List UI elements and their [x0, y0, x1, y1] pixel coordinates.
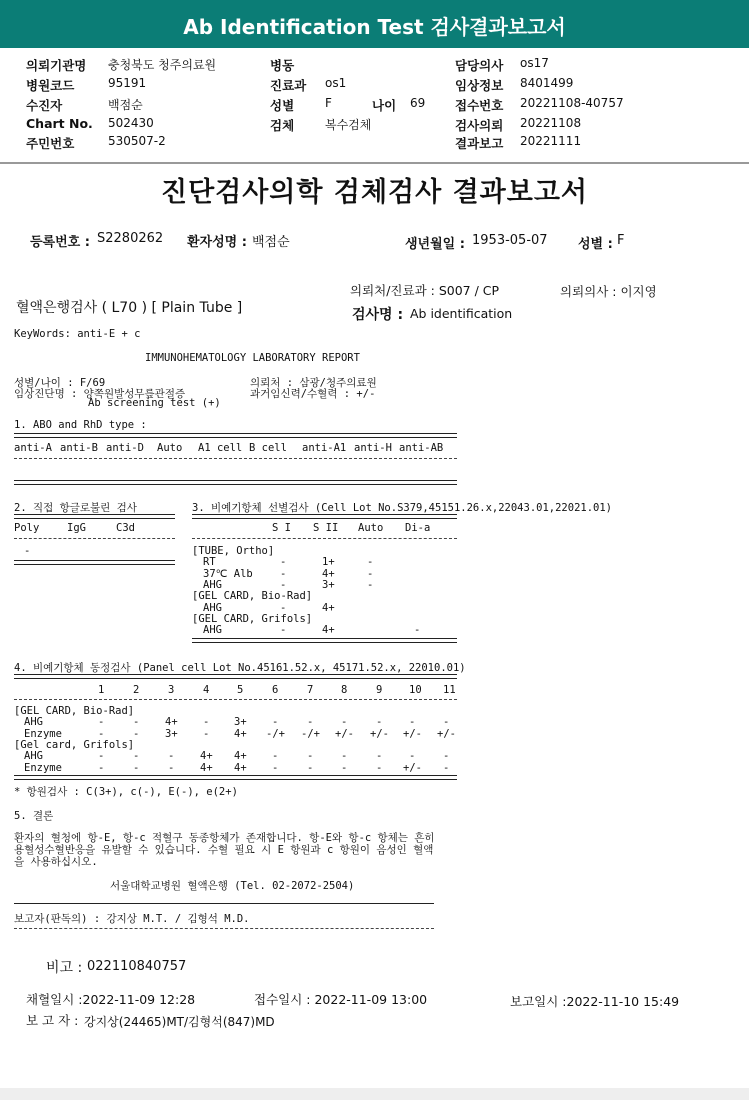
- name-label: 환자성명 :: [187, 235, 247, 250]
- sex-label: 성별: [270, 98, 295, 113]
- s4-cell: +/-: [335, 727, 354, 740]
- s3-col: S I: [272, 522, 291, 534]
- s4-cell: -: [133, 750, 140, 763]
- s4-cell: -: [376, 761, 383, 774]
- s2-col: IgG: [67, 522, 86, 534]
- s4-col-header: 4: [203, 684, 210, 696]
- s4-title: 4. 비예기항체 동정검사 (Panel cell Lot No.45161.52.x, 45171.52.x, 22010.01): [14, 662, 466, 674]
- s3-cell: -: [280, 601, 287, 614]
- s4-cell: 3+: [234, 716, 247, 729]
- name-value: 백점순: [252, 235, 290, 250]
- chart-value: 502430: [108, 116, 154, 130]
- s4-col-header: 10: [409, 684, 422, 696]
- s3-col: Di-a: [405, 522, 431, 534]
- s2-title: 2. 직접 항글로불린 검사: [14, 502, 137, 514]
- s4-cell: +/-: [370, 727, 389, 740]
- s3-title: 3. 비예기항체 선별검사 (Cell Lot No.S379,45151.26.x,22043.01,22021.01): [192, 502, 613, 514]
- clinical-value: 8401499: [520, 76, 574, 90]
- s3-cell: 4+: [322, 567, 335, 580]
- resident-label: 주민번호: [26, 136, 75, 151]
- s4-col-header: 7: [307, 684, 314, 696]
- receive-time: 접수일시 : 2022-11-09 13:00: [254, 992, 428, 1007]
- s3-cell: 3+: [322, 578, 335, 591]
- s1-col: Auto: [157, 442, 183, 454]
- s3-cell: -: [367, 578, 374, 591]
- code-value: 95191: [108, 76, 147, 90]
- section-title: 혈액은행검사 ( L70 ) [ Plain Tube ]: [16, 300, 243, 316]
- s4-cell: 4+: [234, 761, 247, 774]
- s4-cell: +/-: [437, 727, 456, 740]
- s4-cell: -: [133, 727, 140, 740]
- s4-row-label: AHG: [24, 716, 43, 729]
- doctor-value: os17: [520, 56, 549, 70]
- bottom-bar: [0, 1088, 749, 1100]
- blood-bank: 서울대학교병원 혈액은행 (Tel. 02-2072-2504): [110, 880, 355, 892]
- doctor-label: 담당의사: [455, 58, 504, 73]
- s4-cell: -: [341, 716, 348, 729]
- s3-line-bottom: [192, 638, 457, 643]
- antigen-test: * 항원검사 : C(3+), c(-), E(-), e(2+): [14, 786, 238, 798]
- patient-label: 수진자: [26, 98, 63, 113]
- s4-col-header: 3: [168, 684, 175, 696]
- request-dept: 의뢰처/진료과 : S007 / CP: [350, 283, 500, 298]
- doc-sex-label: 성별 :: [578, 237, 613, 252]
- s4-cell: 4+: [200, 761, 213, 774]
- s4-cell: -: [272, 761, 279, 774]
- s1-col: anti-AB: [399, 442, 444, 454]
- s3-row-label: [GEL CARD, Grifols]: [192, 612, 313, 625]
- s3-row-label: AHG: [203, 601, 222, 614]
- chart-label: Chart No.: [26, 116, 93, 131]
- s1-col: anti-B: [60, 442, 98, 454]
- s4-cell: -: [341, 750, 348, 763]
- s4-col-header: 11: [443, 684, 456, 696]
- s1-line-mid: [14, 458, 457, 459]
- dept-value: os1: [325, 76, 347, 90]
- s4-cell: 4+: [200, 750, 213, 763]
- s4-line-mid: [14, 699, 457, 700]
- s4-cell: -: [133, 761, 140, 774]
- s3-row-label: AHG: [203, 578, 222, 591]
- s4-col-header: 9: [376, 684, 383, 696]
- s4-cell: -: [409, 716, 416, 729]
- s4-cell: -: [168, 750, 175, 763]
- s4-cell: -: [272, 716, 279, 729]
- s4-cell: -: [98, 750, 105, 763]
- s3-cell: -: [280, 556, 287, 569]
- diagnosis-1: 임상진단명 : 양쪽원발성무릎관절증: [14, 388, 186, 400]
- code-label: 병원코드: [26, 78, 75, 93]
- history: 과거임신력/수혈력 : +/-: [250, 388, 376, 400]
- s3-cell: 4+: [322, 624, 335, 637]
- s4-cell: -: [272, 750, 279, 763]
- s1-col: anti-A1: [302, 442, 347, 454]
- s4-cell: 4+: [234, 750, 247, 763]
- s4-row-label: [Gel card, Grifols]: [14, 738, 135, 751]
- banner-title: Ab Identification Test 검사결과보고서: [183, 15, 566, 39]
- collect-time: 채혈일시 :2022-11-09 12:28: [26, 992, 196, 1007]
- s4-cell: -: [133, 716, 140, 729]
- s3-cell: -: [414, 624, 421, 637]
- s4-line-top: [14, 674, 457, 679]
- s4-cell: -: [443, 750, 450, 763]
- test-label: 검사명 :: [352, 307, 404, 323]
- s1-line-top: [14, 433, 457, 438]
- s2-line-bottom: [14, 560, 175, 565]
- s3-line-mid: [192, 538, 457, 539]
- s1-col: anti-A: [14, 442, 52, 454]
- dob-value: 1953-05-07: [472, 233, 548, 248]
- request-label: 검사의뢰: [455, 118, 504, 133]
- note-value: 022110840757: [87, 959, 187, 974]
- s4-row-label: AHG: [24, 750, 43, 763]
- s4-cell: -: [443, 761, 450, 774]
- hospital-value: 충청북도 청주의료원: [108, 58, 217, 72]
- receipt-label: 접수번호: [455, 98, 504, 113]
- s3-row-label: [TUBE, Ortho]: [192, 545, 275, 557]
- s4-row-label: Enzyme: [24, 727, 62, 740]
- s4-cell: -: [203, 716, 210, 729]
- reporter-line-top: [14, 903, 434, 904]
- s4-col-header: 5: [237, 684, 244, 696]
- s4-cell: 4+: [234, 727, 247, 740]
- resident-value: 530507-2: [108, 134, 166, 148]
- patient-value: 백점순: [108, 98, 143, 112]
- s2-line-top: [14, 514, 175, 519]
- s4-col-header: 2: [133, 684, 140, 696]
- keywords: KeyWords: anti-E + c: [14, 328, 141, 340]
- s3-col: S II: [313, 522, 339, 534]
- clinical-label: 임상정보: [455, 78, 504, 93]
- s2-value: -: [24, 545, 31, 557]
- s4-col-header: 1: [98, 684, 105, 696]
- age-value: 69: [410, 96, 426, 110]
- s4-col-header: 8: [341, 684, 348, 696]
- s3-cell: 1+: [322, 556, 335, 569]
- sex-value: F: [325, 96, 332, 110]
- title-banner: [0, 0, 749, 48]
- test-value: Ab identification: [410, 306, 513, 321]
- document-title: 진단검사의학 검체검사 결과보고서: [160, 177, 589, 208]
- reporter-line-bottom: [14, 928, 434, 929]
- s3-line-top: [192, 514, 457, 519]
- s2-col: Poly: [14, 522, 40, 534]
- s4-row-label: [GEL CARD, Bio-Rad]: [14, 705, 135, 717]
- s3-row-label: [GEL CARD, Bio-Rad]: [192, 590, 313, 603]
- footer-reporter-value: 강지상(24465)MT/김형석(847)MD: [84, 1015, 275, 1029]
- header-divider: [0, 162, 749, 164]
- s4-cell: -: [203, 727, 210, 740]
- lab-report-title: IMMUNOHEMATOLOGY LABORATORY REPORT: [145, 352, 360, 364]
- s4-cell: 4+: [165, 716, 178, 729]
- s3-row-label: RT: [203, 556, 216, 569]
- s3-cell: -: [367, 556, 374, 569]
- conclusion-line-1: 환자의 혈청에 항-E, 항-c 적혈구 동종항체가 존재합니다. 항-E와 항-c 항체는 흔히: [14, 832, 435, 844]
- conclusion-line-2: 용혈성수혈반응을 유발할 수 있습니다. 수혈 필요 시 E 항원과 c 항원이 음성인 혈액: [14, 844, 434, 856]
- s4-cell: -: [376, 750, 383, 763]
- s3-cell: -: [280, 567, 287, 580]
- s3-cell: -: [367, 567, 374, 580]
- dob-label: 생년월일 :: [405, 237, 465, 252]
- report-label: 결과보고: [455, 136, 504, 151]
- report-value: 20221111: [520, 134, 582, 148]
- reg-label: 등록번호 :: [30, 235, 90, 250]
- request-doctor: 의뢰의사 : 이지영: [560, 284, 657, 299]
- s3-row-label: 37℃ Alb: [203, 567, 253, 580]
- s2-line-mid: [14, 538, 175, 539]
- s4-cell: -: [307, 761, 314, 774]
- note-label: 비고 :: [46, 960, 83, 976]
- s4-cell: +/-: [403, 761, 422, 774]
- hospital-label: 의뢰기관명: [26, 58, 87, 73]
- s5-title: 5. 결론: [14, 810, 54, 822]
- specimen-value: 복수검체: [325, 118, 372, 132]
- ward-label: 병동: [270, 58, 295, 73]
- s1-col: anti-D: [106, 442, 144, 454]
- s4-cell: 3+: [165, 727, 178, 740]
- s4-cell: -: [168, 761, 175, 774]
- request-place: 의뢰처 : 삼광/청주의료원: [250, 377, 377, 389]
- s4-cell: -: [443, 716, 450, 729]
- s4-cell: -: [376, 716, 383, 729]
- doc-sex-value: F: [617, 233, 625, 248]
- report-time: 보고일시 :2022-11-10 15:49: [510, 994, 680, 1009]
- conclusion-line-3: 을 사용하십시오.: [14, 856, 98, 868]
- diagnosis-2: Ab screening test (+): [88, 397, 221, 409]
- s3-row-label: AHG: [203, 624, 222, 637]
- age-label: 나이: [372, 98, 397, 113]
- report-reporter: 보고자(판독의) : 강지상 M.T. / 김형석 M.D.: [14, 913, 250, 925]
- s4-cell: -: [307, 716, 314, 729]
- s3-cell: -: [280, 624, 287, 637]
- s1-col: A1 cell: [198, 442, 243, 454]
- reg-value: S2280262: [97, 231, 164, 246]
- s3-col: Auto: [358, 522, 384, 534]
- s3-cell: -: [280, 578, 287, 591]
- s4-cell: -: [307, 750, 314, 763]
- request-value: 20221108: [520, 116, 582, 130]
- s3-cell: 4+: [322, 601, 335, 614]
- s4-row-label: Enzyme: [24, 761, 62, 774]
- specimen-label: 검체: [270, 118, 295, 133]
- footer-reporter-label: 보 고 자 :: [26, 1013, 79, 1028]
- s1-line-bottom: [14, 480, 457, 485]
- s4-cell: -: [98, 727, 105, 740]
- s4-cell: -: [409, 750, 416, 763]
- s4-cell: -: [341, 761, 348, 774]
- s1-col: B cell: [249, 442, 287, 454]
- s4-cell: -: [98, 716, 105, 729]
- s4-cell: +/-: [403, 727, 422, 740]
- s1-col: anti-H: [354, 442, 392, 454]
- s4-cell: -/+: [266, 727, 285, 740]
- s4-col-header: 6: [272, 684, 279, 696]
- receipt-value: 20221108-40757: [520, 96, 624, 110]
- s1-title: 1. ABO and RhD type :: [14, 419, 147, 431]
- s2-col: C3d: [116, 522, 135, 534]
- s4-cell: -/+: [301, 727, 320, 740]
- s4-line-bottom: [14, 775, 457, 780]
- sex-age: 성별/나이 : F/69: [14, 377, 106, 389]
- s4-cell: -: [98, 761, 105, 774]
- dept-label: 진료과: [270, 78, 307, 93]
